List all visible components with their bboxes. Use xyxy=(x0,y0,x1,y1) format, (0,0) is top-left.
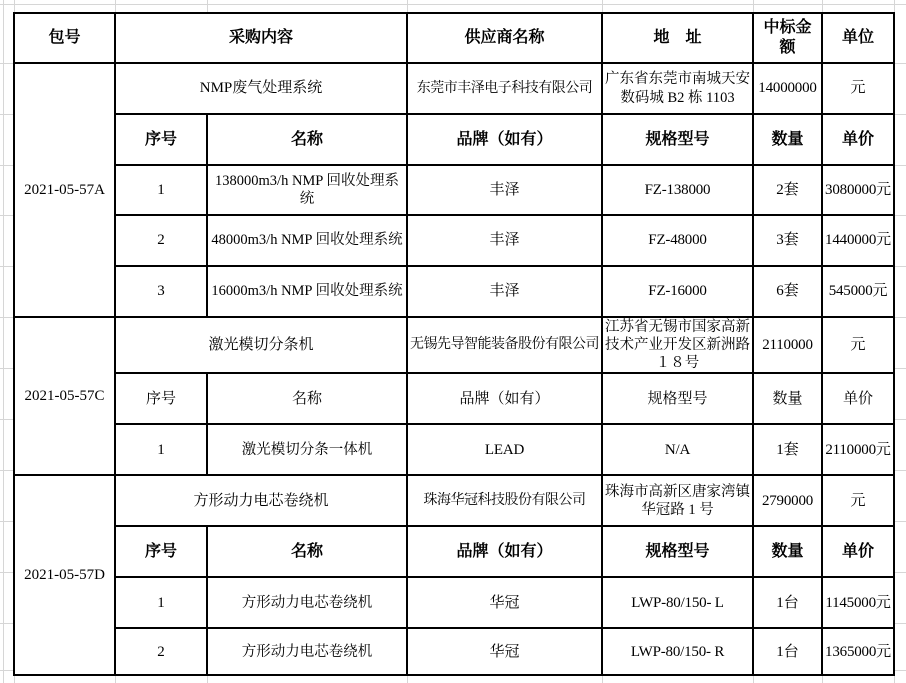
content-cell: NMP废气处理系统 xyxy=(115,63,407,114)
subheader-model: 规格型号 xyxy=(602,114,753,165)
name-cell: 16000m3/h NMP 回收处理系统 xyxy=(207,266,407,317)
item-row xyxy=(14,215,894,266)
model-cell: FZ-138000 xyxy=(602,165,753,215)
section-header-row xyxy=(14,475,894,526)
qty-cell: 1套 xyxy=(753,424,822,475)
header-package-no: 包号 xyxy=(14,13,115,63)
header-unit: 单位 xyxy=(822,13,894,63)
content-cell: 方形动力电芯卷绕机 xyxy=(115,475,407,526)
subheader-price: 单价 xyxy=(822,114,894,165)
subheader-seq: 序号 xyxy=(115,373,207,424)
qty-cell: 3套 xyxy=(753,215,822,266)
subheader-brand: 品牌（如有） xyxy=(407,114,602,165)
subheader-model: 规格型号 xyxy=(602,526,753,577)
price-cell: 3080000元 xyxy=(822,165,894,215)
model-cell: LWP-80/150- R xyxy=(602,628,753,675)
name-cell: 激光模切分条一体机 xyxy=(207,424,407,475)
brand-cell: 丰泽 xyxy=(407,266,602,317)
subheader-qty: 数量 xyxy=(753,373,822,424)
seq-cell: 1 xyxy=(115,165,207,215)
name-cell: 方形动力电芯卷绕机 xyxy=(207,628,407,675)
model-cell: LWP-80/150- L xyxy=(602,577,753,628)
name-cell: 方形动力电芯卷绕机 xyxy=(207,577,407,628)
package-no-cell: 2021-05-57C xyxy=(14,317,115,475)
brand-cell: 华冠 xyxy=(407,577,602,628)
subheader-brand: 品牌（如有） xyxy=(407,373,602,424)
header-address: 地 址 xyxy=(602,13,753,63)
seq-cell: 1 xyxy=(115,577,207,628)
subheader-qty: 数量 xyxy=(753,526,822,577)
model-cell: FZ-48000 xyxy=(602,215,753,266)
qty-cell: 6套 xyxy=(753,266,822,317)
item-row xyxy=(14,165,894,215)
content-cell: 激光模切分条机 xyxy=(115,317,407,373)
model-cell: FZ-16000 xyxy=(602,266,753,317)
header-amount: 中标金额 xyxy=(753,13,822,63)
item-row xyxy=(14,266,894,317)
columns-header-row xyxy=(14,114,894,165)
subheader-qty: 数量 xyxy=(753,114,822,165)
supplier-cell: 珠海华冠科技股份有限公司 xyxy=(407,475,602,526)
package-no-cell: 2021-05-57D xyxy=(14,475,115,675)
spreadsheet-gridline-vertical xyxy=(3,0,4,683)
seq-cell: 2 xyxy=(115,215,207,266)
seq-cell: 2 xyxy=(115,628,207,675)
amount-cell: 2110000 xyxy=(753,317,822,373)
price-cell: 2110000元 xyxy=(822,424,894,475)
qty-cell: 1台 xyxy=(753,628,822,675)
address-cell: 广东省东莞市南城天安数码城 B2 栋 1103 xyxy=(602,63,753,114)
model-cell: N/A xyxy=(602,424,753,475)
item-row xyxy=(14,424,894,475)
spreadsheet-gridline-horizontal xyxy=(0,4,906,5)
item-row xyxy=(14,628,894,675)
package-no-cell: 2021-05-57A xyxy=(14,63,115,317)
amount-cell: 2790000 xyxy=(753,475,822,526)
columns-header-row xyxy=(14,526,894,577)
subheader-seq: 序号 xyxy=(115,526,207,577)
unit-cell: 元 xyxy=(822,63,894,114)
amount-cell: 14000000 xyxy=(753,63,822,114)
price-cell: 1440000元 xyxy=(822,215,894,266)
unit-cell: 元 xyxy=(822,475,894,526)
subheader-name: 名称 xyxy=(207,373,407,424)
header-content: 采购内容 xyxy=(115,13,407,63)
price-cell: 1365000元 xyxy=(822,628,894,675)
procurement-award-table xyxy=(13,12,895,676)
price-cell: 1145000元 xyxy=(822,577,894,628)
qty-cell: 2套 xyxy=(753,165,822,215)
main-header-row xyxy=(14,13,894,63)
subheader-price: 单价 xyxy=(822,373,894,424)
seq-cell: 1 xyxy=(115,424,207,475)
subheader-name: 名称 xyxy=(207,526,407,577)
subheader-brand: 品牌（如有） xyxy=(407,526,602,577)
unit-cell: 元 xyxy=(822,317,894,373)
header-supplier: 供应商名称 xyxy=(407,13,602,63)
brand-cell: 丰泽 xyxy=(407,165,602,215)
columns-header-row xyxy=(14,373,894,424)
supplier-cell: 无锡先导智能装备股份有限公司 xyxy=(407,317,602,373)
brand-cell: 华冠 xyxy=(407,628,602,675)
section-header-row xyxy=(14,63,894,114)
address-cell: 珠海市高新区唐家湾镇华冠路 1 号 xyxy=(602,475,753,526)
seq-cell: 3 xyxy=(115,266,207,317)
section-header-row xyxy=(14,317,894,373)
item-row xyxy=(14,577,894,628)
supplier-cell: 东莞市丰泽电子科技有限公司 xyxy=(407,63,602,114)
subheader-name: 名称 xyxy=(207,114,407,165)
address-cell: 江苏省无锡市国家高新技术产业开发区新洲路１８号 xyxy=(602,317,753,373)
qty-cell: 1台 xyxy=(753,577,822,628)
price-cell: 545000元 xyxy=(822,266,894,317)
subheader-seq: 序号 xyxy=(115,114,207,165)
subheader-model: 规格型号 xyxy=(602,373,753,424)
brand-cell: 丰泽 xyxy=(407,215,602,266)
brand-cell: LEAD xyxy=(407,424,602,475)
subheader-price: 单价 xyxy=(822,526,894,577)
name-cell: 138000m3/h NMP 回收处理系统 xyxy=(207,165,407,215)
name-cell: 48000m3/h NMP 回收处理系统 xyxy=(207,215,407,266)
